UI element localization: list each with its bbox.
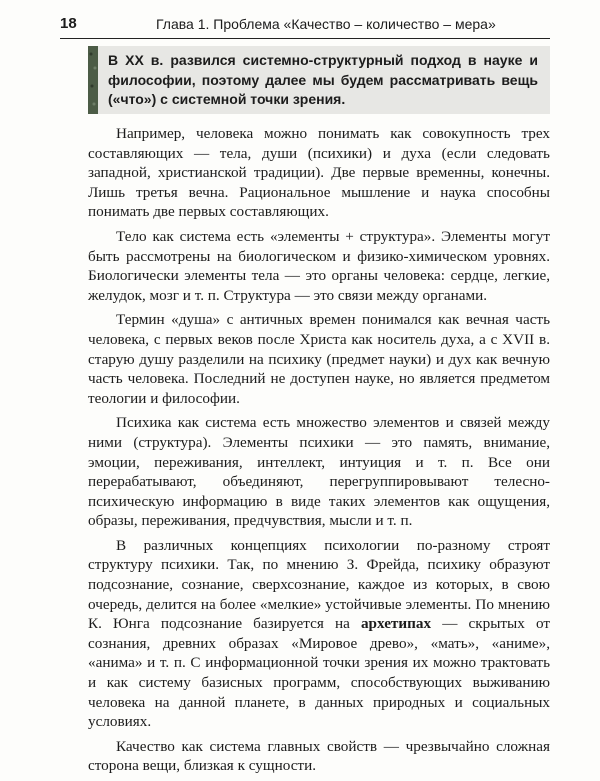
text-segment: Термин «душа» с античных времен понимался как вечная часть человека, с первых веков после Христа как носитель духа, а с XVII в. старую душу разделили на психику (предмет науки) и дух как вечную часть человека. Последний не доступен науке, но является предметом теологии и философии.: [88, 311, 550, 407]
paragraph: [88, 737, 550, 776]
callout-box: [88, 46, 550, 114]
paragraph: [88, 227, 550, 305]
paragraph: [88, 124, 550, 222]
page-header: [60, 12, 550, 39]
page-number: 18: [60, 15, 77, 32]
bold-term: архетипах: [360, 615, 432, 633]
paragraph: [88, 413, 550, 531]
text-segment: Тело как система есть «элементы + структура». Элементы могут быть рассмотрены на биологическом и физико-химическом уровнях. Биологически элементы тела — это органы человека: сердце, легкие, желудок, мозг и т. п. Структура — это связи между органами.: [88, 227, 550, 304]
text-segment: Качество как система главных свойств — чрезвычайно сложная сторона вещи, близкая к сущности.: [88, 737, 550, 775]
text-segment: — скрытых от сознания, древних образах «Мировое древо», «мать», «аниме», «анима» и т. п. С информационной точки зрения их можно трактовать и как систему базисных программ, способствующих выживанию человека на данной планете, в данных природных и социальных условиях.: [88, 615, 550, 731]
text-segment: Например, человека можно понимать как совокупность трех составляющих — тела, души (психики) и духа (если следовать западной, христианской традиции). Две первые временны, конечны. Лишь третья вечна. Рациональное мышление и наука способны понимать две первых составляющих.: [88, 125, 550, 221]
running-head: Глава 1. Проблема «Качество – количество – мера»: [156, 16, 496, 32]
callout-text: В XX в. развился системно-структурный подход в науке и философии, поэтому далее мы будем рассматривать вещь («что») с системной точки зрения.: [108, 52, 538, 107]
text-segment: Психика как система есть множество элементов и связей между ними (структура). Элементы психики — это память, внимание, эмоции, переживания, интеллект, интуиция и т. п. Все они перерабатывают, объединяют, перегруппировывают телесно-психическую информацию в виде таких элементов как ощущения, образы, переживания, предчувствия, мысли и т. п.: [88, 414, 550, 530]
text-segment: В различных концепциях психологии по-разному строят структуру психики. Так, по мнению З. Фрейда, психику образуют подсознание, сознание, сверхсознание, каждое из которых, в свою очередь, делится на более «мелкие» устойчивые элементы. По мнению К. Юнга подсознание базируется на: [88, 536, 550, 633]
callout-accent-bar: [88, 46, 98, 114]
paragraph: [88, 536, 550, 732]
paragraph: [88, 310, 550, 408]
body-text: [88, 124, 550, 781]
